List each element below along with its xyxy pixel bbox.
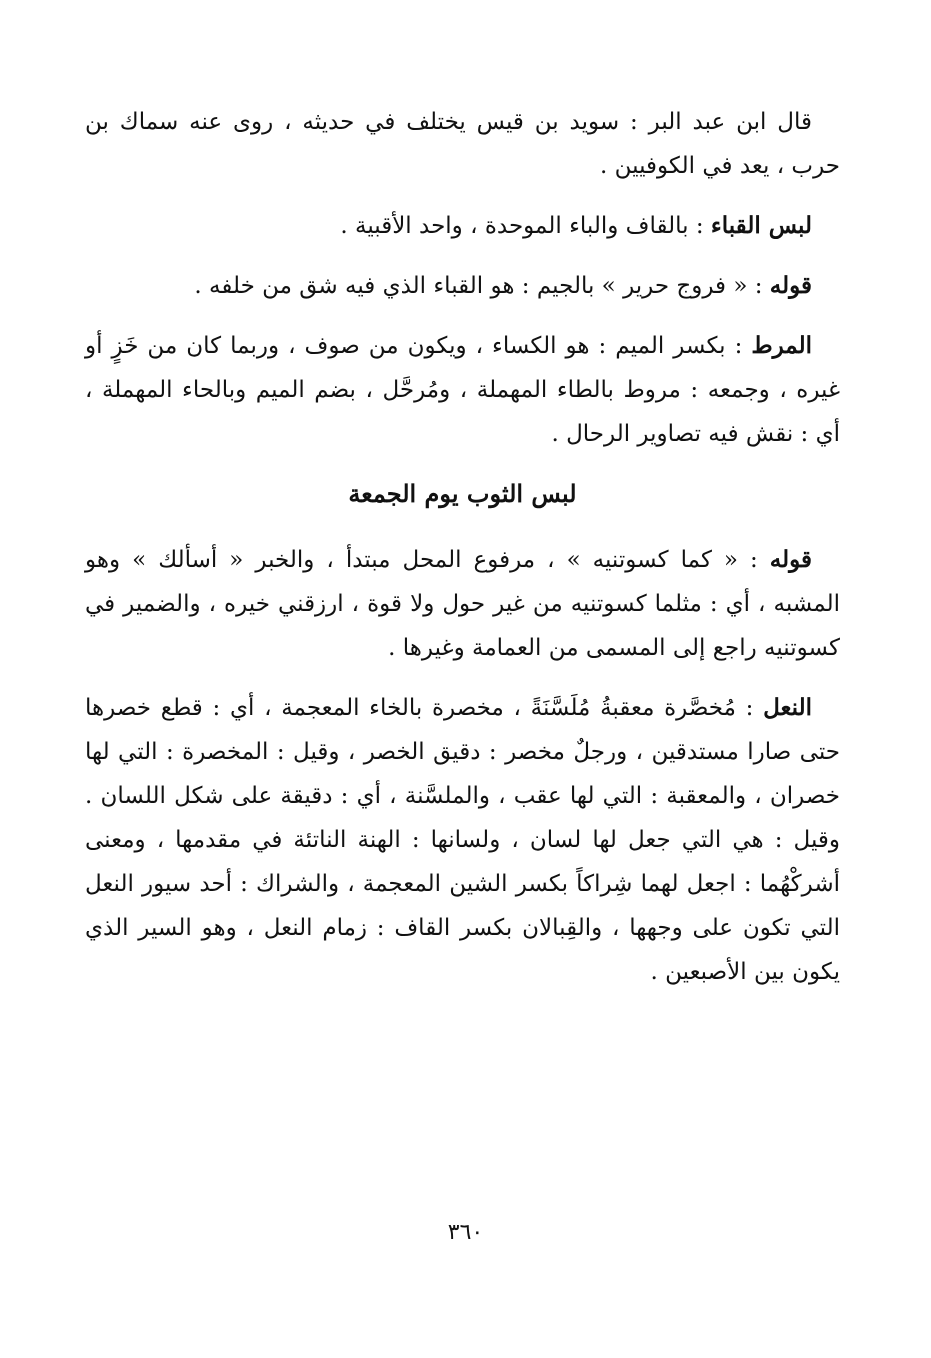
paragraph-ibn-abd-al-barr (85, 100, 840, 188)
paragraph-al-nal (85, 686, 840, 994)
paragraph-kama-kasawtanihi (85, 538, 840, 670)
paragraph-text: : « كما كسوتنيه » ، مرفوع المحل مبتدأ ، والخبر « أسألك » وهو المشبه ، أي : مثلما كسوتنيه من غير حول ولا قوة ، ارزقني خيره ، والضمير في كسوتنيه راجع إلى المسمى من العمامة وغيرها . (85, 547, 840, 661)
paragraph-libs-al-qaba (85, 204, 840, 248)
section-heading: لبس الثوب يوم الجمعة (348, 479, 577, 508)
paragraph-farruj-harir (85, 264, 840, 308)
paragraph-term: قوله (769, 272, 812, 299)
paragraph-text: : بكسر الميم : هو الكساء ، ويكون من صوف ، وربما كان من خَزٍ أو غيره ، وجمعه : مروط بالطاء المهملة ، ومُرحَّل ، بضم الميم وبالحاء المهملة ، أي : نقش فيه تصاوير الرحال . (85, 333, 840, 447)
paragraph-al-mirt (85, 324, 840, 456)
paragraph-text: : بالقاف والباء الموحدة ، واحد الأقبية . (340, 213, 711, 239)
page-number: ٣٦٠ (447, 1220, 484, 1245)
paragraph-term: النعل (763, 694, 812, 721)
paragraph-text: : مُخصَّرة معقبةُ مُلَسَّنَةً ، مخصرة بالخاء المعجمة ، أي : قطع خصرها حتى صارا مستدقين ، ورجلٌ مخصر : دقيق الخصر ، وقيل : المخصرة : التي لها خصران ، والمعقبة : التي لها عقب ، والملسَّنة ، أي : دقيقة على شكل اللسان . وقيل : هي التي جعل لها لسان ، ولسانها : الهنة الناتئة في مقدمها ، ومعنى أشركْهُما : اجعل لهما شِراكاً بكسر الشين المعجمة ، والشراك : أحد سيور النعل التي تكون على وجهها ، والقِبالان بكسر القاف : زمام النعل ، وهو السير الذي يكون بين الأصبعين . (85, 695, 840, 985)
paragraph-term: المرط (751, 332, 812, 359)
page-body (85, 100, 840, 1010)
paragraph-text: قال ابن عبد البر : سويد بن قيس يختلف في حديثه ، روى عنه سماك بن حرب ، يعد في الكوفيين . (85, 109, 840, 179)
paragraph-term: قوله (769, 546, 812, 573)
paragraph-term: لبس القباء (710, 212, 812, 239)
paragraph-text: : « فروج حرير » بالجيم : هو القباء الذي فيه شق من خلفه . (194, 273, 770, 299)
